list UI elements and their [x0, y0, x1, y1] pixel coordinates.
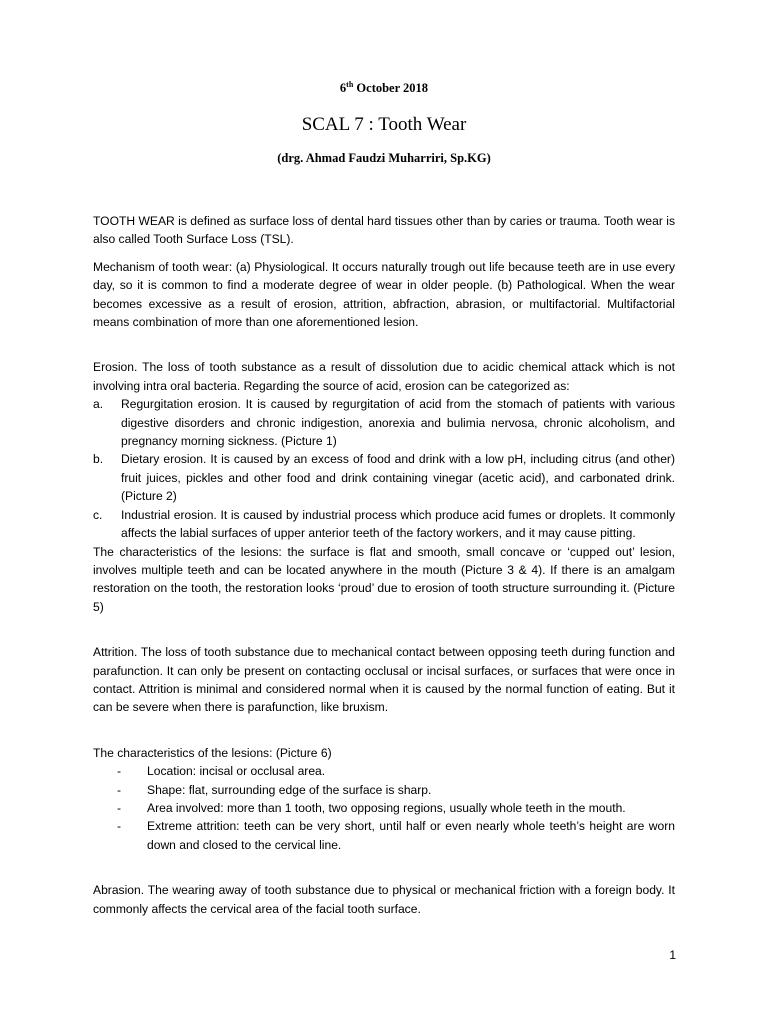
erosion-types-list [93, 395, 675, 542]
attrition-paragraph [93, 643, 675, 717]
list-marker: - [117, 819, 122, 834]
page-number: 1 [669, 948, 676, 962]
intro-term: TOOTH WEAR [93, 214, 175, 228]
list-marker: b. [93, 452, 104, 467]
list-item [117, 799, 675, 817]
document-body [93, 212, 675, 927]
list-item [117, 762, 675, 780]
list-item-text: Industrial erosion. It is caused by industrial process which produce acid fumes or droplets. It commonly affects the labial surfaces of upper anterior teeth of the factory workers, and it may cause pitting. [121, 507, 675, 541]
abrasion-text: The wearing away of tooth substance due to physical or mechanical friction with a foreign body. It commonly affects the cervical area of the facial tooth surface. [93, 883, 675, 916]
abrasion-paragraph [93, 881, 675, 918]
list-marker: - [117, 764, 122, 779]
list-marker: - [117, 800, 122, 815]
list-item [117, 817, 675, 854]
list-item-text: Extreme attrition: teeth can be very short, until half or even nearly whole teeth’s height are worn down and closed to the cervical line. [147, 819, 675, 852]
intro-term-tsl: Tooth Surface Loss [153, 232, 257, 247]
intro-text-end: (TSL). [256, 232, 294, 247]
attrition-heading: Attrition. [93, 645, 138, 660]
list-item-text: Shape: flat, surrounding edge of the surface is sharp. [147, 782, 432, 797]
erosion-characteristics: The characteristics of the lesions: the surface is flat and smooth, small concave or ‘cupped out’ lesion, involves multiple teeth and can be located anywhere in the mouth (Picture 3 & 4). If there is an amalgam restoration on the tooth, the restoration looks ‘proud’ due to erosion of tooth structure surrounding it. (Picture 5) [93, 544, 675, 614]
list-item-text: Regurgitation erosion. It is caused by regurgitation of acid from the stomach of patients with various digestive disorders and chronic indigestion, anorexia and bulimia nervosa, chronic alcoholism, and pregnancy morning sickness. (Picture 1) [121, 397, 675, 449]
list-item-text: Location: incisal or occlusal area. [147, 764, 326, 779]
attrition-characteristics-list [93, 762, 675, 854]
erosion-heading: Erosion. [93, 360, 138, 375]
list-marker: - [117, 782, 122, 797]
list-item [93, 395, 675, 450]
mechanism-paragraph: Mechanism of tooth wear: (a) Physiological. It occurs naturally trough out life because teeth are in use every day, so it is common to find a moderate degree of wear in older people. (b) Pathological. When the wear becomes excessive as a result of erosion, attrition, abfraction, abrasion, or multifactorial. Multifactorial means combination of more than one aforementioned lesion. [93, 259, 675, 330]
list-item-text: Dietary erosion. It is caused by an excess of food and drink with a low pH, including citrus (and other) fruit juices, pickles and other food and drink containing vinegar (acetic acid), and carbonated drink. (Picture 2) [121, 452, 675, 504]
intro-paragraph [93, 212, 675, 249]
document-title: SCAL 7 : Tooth Wear [301, 114, 467, 135]
list-item [93, 450, 675, 505]
list-item [117, 781, 675, 799]
date-day: 6 [339, 81, 347, 96]
attrition-text: The loss of tooth substance due to mechanical contact between opposing teeth during function and parafunction. It can only be present on contacting occlusal or incisal surfaces, or surfaces that were once in contact. Attrition is minimal and considered normal when it is caused by the normal function of eating. But it can be severe when there is parafunction, like bruxism. [93, 645, 675, 715]
date-suffix: th [346, 80, 354, 89]
document-author: (drg. Ahmad Faudzi Muharriri, Sp.KG) [277, 151, 491, 165]
date-month-year: October 2018 [353, 81, 429, 96]
attrition-characteristics-heading: The characteristics of the lesions: (Picture 6) [93, 745, 332, 760]
list-marker: c. [93, 507, 103, 522]
erosion-paragraph [93, 358, 675, 395]
list-item-text: Area involved: more than 1 tooth, two opposing regions, usually whole teeth in the mouth. [147, 800, 626, 815]
list-marker: a. [93, 397, 104, 412]
document-date [0, 80, 768, 96]
abrasion-heading: Abrasion. [93, 883, 145, 898]
intro-text: is defined as surface loss of dental hard tissues other than by caries or trauma. Tooth wear is also called [93, 214, 675, 247]
list-item [93, 506, 675, 543]
erosion-text: The loss of tooth substance as a result of dissolution due to acidic chemical attack which is not involving intra oral bacteria. Regarding the source of acid, erosion can be categorized as: [93, 360, 675, 393]
